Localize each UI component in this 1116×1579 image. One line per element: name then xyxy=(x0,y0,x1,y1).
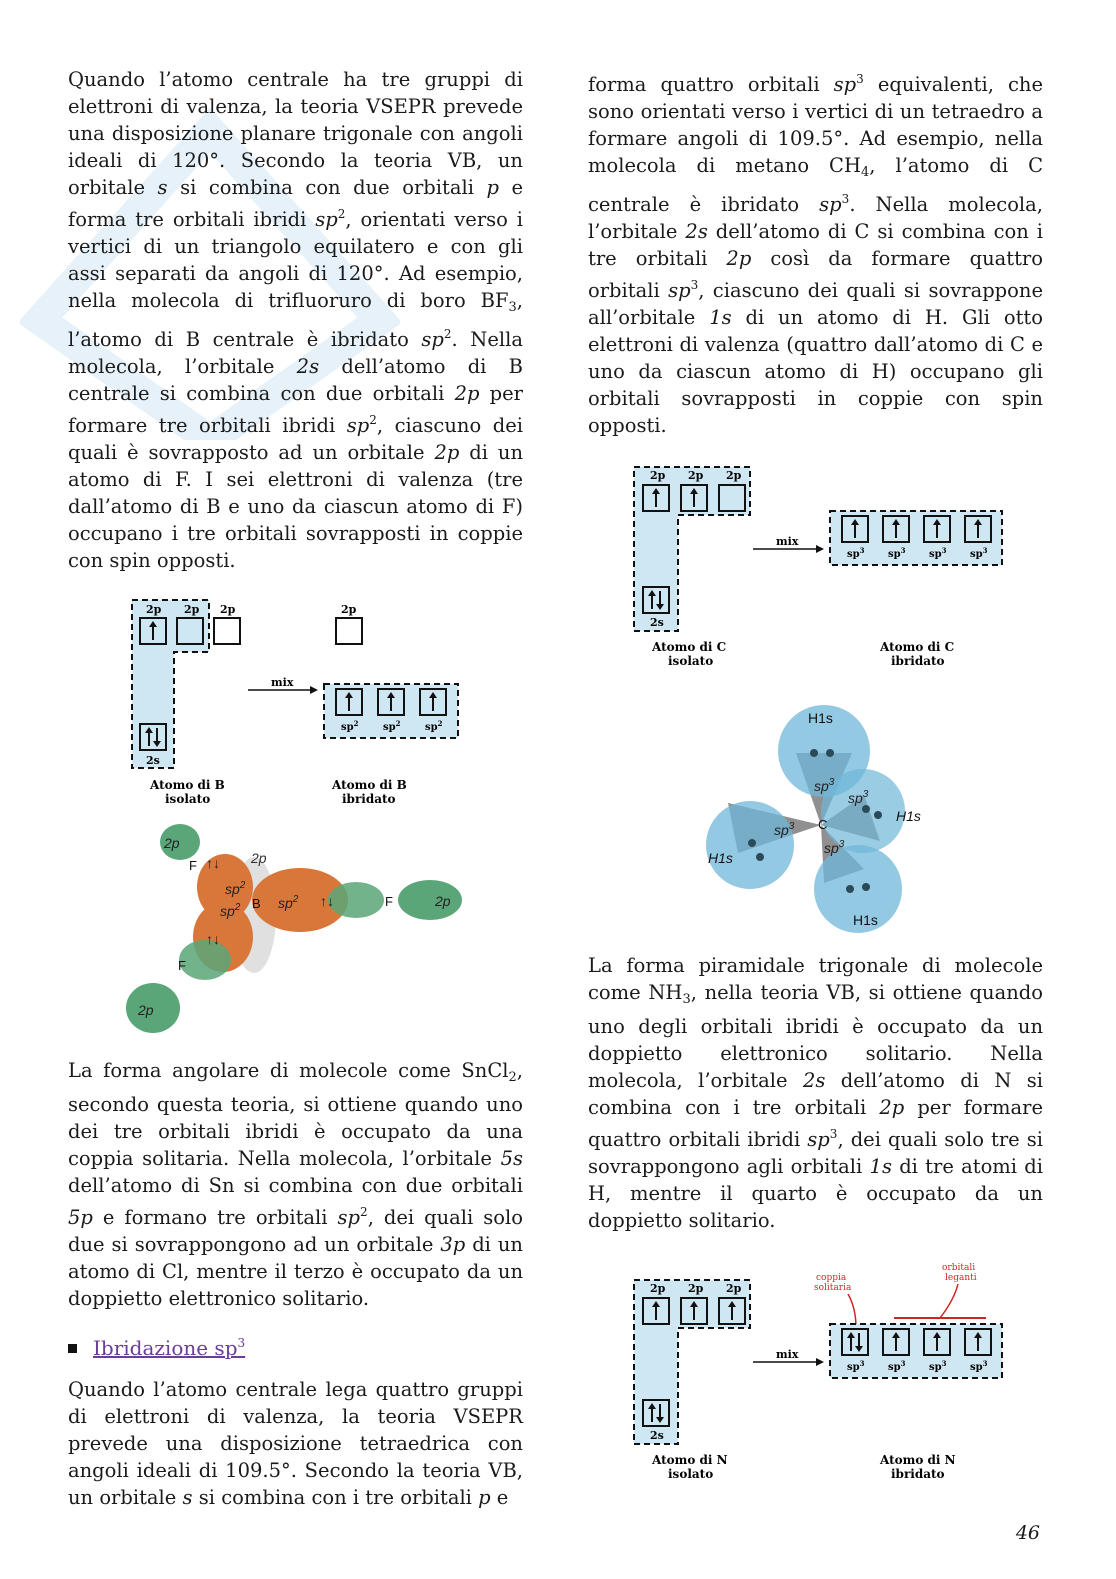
n-label-2p-3: 2p xyxy=(726,1282,742,1295)
svg-text:sp3: $sp^3$ xyxy=(970,1359,988,1373)
b-hybrid-label-2: ibridato xyxy=(342,792,396,806)
svg-text:sp3: $sp^3$ xyxy=(847,546,865,560)
svg-text:sp2: $sp^2$ xyxy=(383,719,401,733)
n-hybrid-label-1: Atomo di N xyxy=(880,1453,956,1467)
ch4-sp3-4: $sp^3$ xyxy=(824,839,845,856)
right-paragraph-2: La forma piramidale trigonale di molecole come $NH_3$, nella teoria VB, si ottiene quando uno degli orbitali ibridi è occupato da un doppietto elettronico solitario. Nella molecola, l’orbitale 2s dell’atomo di N si combina con i tre orbitali 2p per formare quattro orbitali ibridi $sp^3$, dei quali solo tre si sovrappongono agli orbitali 1s di tre atomi di H, mentre il quarto è occupato da un doppietto solitario. xyxy=(588,954,1044,1232)
bf3-2p-pz: 2p xyxy=(251,850,267,866)
c-label-2p-2: 2p xyxy=(688,469,704,482)
bf3-pair-2: ↑↓ xyxy=(320,893,334,909)
n-isolated-label-2: isolato xyxy=(668,1467,714,1481)
n-isolated-label-1: Atomo di N xyxy=(652,1453,728,1467)
ch4-orbital-illustration xyxy=(588,693,1043,938)
b-hybrid-label-1: Atomo di B xyxy=(332,778,407,792)
svg-text:sp2: $sp^2$ xyxy=(341,719,359,733)
b-isolated-label-2: isolato xyxy=(165,792,211,806)
svg-text:sp2: $sp^2$ xyxy=(425,719,443,733)
ch4-sp3-3: $sp^3$ xyxy=(848,789,869,806)
n-label-2p-1: 2p xyxy=(650,1282,666,1295)
bf3-sp2-2: $sp^2$ xyxy=(220,902,241,919)
n-mix-label: mix xyxy=(776,1348,799,1361)
bf3-sp2-1: $sp^2$ xyxy=(225,880,246,897)
c-hybrid-label-2: ibridato xyxy=(891,654,945,668)
bf3-2p-right: 2p xyxy=(435,893,451,909)
n-lone-pair-label-1: coppia xyxy=(816,1273,847,1283)
carbon-hybridization-diagram xyxy=(588,465,1043,685)
b-label-2p-2: 2p xyxy=(184,603,200,616)
c-hybrid-label-1: Atomo di C xyxy=(880,640,955,654)
b-label-2p-empty: 2p xyxy=(341,603,357,616)
right-paragraph-1: forma quattro orbitali $sp^3$ equivalenti, che sono orientati verso i vertici di un tetraedro a formare angoli di 109.5°. Ad esempio, nella molecola di metano $CH_4$, l’atomo di C centrale è ibridato $sp^3$. Nella molecola, l’orbitale 2s dell’atomo di C si combina con i tre orbitali 2p così da formare quattro orbitali $sp^3$, ciascuno dei quali si sovrappone all’orbitale 1s di un atomo di H. Gli otto elettroni di valenza (quattro dall’atomo di C e uno da ciascun atomo di H) occupano gli orbitali sovrapposti in coppie con spin opposti. xyxy=(588,72,1044,437)
left-paragraph-3: Quando l’atomo centrale lega quattro gruppi di elettroni di valenza, la teoria VSEPR prevede una disposizione tetraedrica con angoli ideali di 109.5°. Secondo la teoria VB, un orbitale s si combina con i tre orbitali p e xyxy=(68,1378,523,1509)
bf3-orbital-illustration xyxy=(68,820,523,1035)
nitrogen-hybridization-diagram xyxy=(588,1258,1043,1498)
c-label-2s: 2s xyxy=(650,616,664,629)
bf3-F-top: F xyxy=(189,858,197,873)
bullet-square xyxy=(68,1344,77,1353)
n-lone-pair-label-2: solitaria xyxy=(814,1283,852,1293)
bf3-F-right: F xyxy=(385,894,393,909)
svg-text:sp3: $sp^3$ xyxy=(929,546,947,560)
right-column xyxy=(588,66,1043,1498)
bf3-2p-top-left: 2p xyxy=(164,835,180,851)
ch4-C-atom: C xyxy=(818,817,828,832)
c-label-2p-1: 2p xyxy=(650,469,666,482)
boron-hybridization-diagram xyxy=(68,596,523,836)
ch4-H1s-top: H1s xyxy=(808,710,833,726)
bf3-2p-bottom: 2p xyxy=(138,1002,154,1018)
bf3-F-bottom: F xyxy=(178,958,186,973)
svg-text:sp3: $sp^3$ xyxy=(888,546,906,560)
left-paragraph-1: Quando l’atomo centrale ha tre gruppi di elettroni di valenza, la teoria VSEPR prevede una disposizione planare trigonale con angoli ideali di 120°. Secondo la teoria VB, un orbitale s si combina con due orbitali p e forma tre orbitali ibridi $sp^2$, orientati verso i vertici di un triangolo equilatero e con gli assi separati da angoli di 120°. Ad esempio, nella molecola di trifluoruro di boro $BF_3$, l’atomo di B centrale è ibridato $sp^2$. Nella molecola, l’orbitale 2s dell’atomo di B centrale si combina con due orbitali 2p per formare tre orbitali ibridi $sp^2$, ciascuno dei quali è sovrapposto ad un orbitale 2p di un atomo di F. I sei elettroni di valenza (tre dall’atomo di B e uno da ciascun atomo di F) occupano i tre orbitali sovrapposti in coppie con spin opposti. xyxy=(68,68,524,572)
b-label-2s: 2s xyxy=(146,754,160,767)
left-column xyxy=(68,66,523,1511)
svg-text:sp3: $sp^3$ xyxy=(888,1359,906,1373)
svg-text:sp3: $sp^3$ xyxy=(970,546,988,560)
n-hybrid-label-2: ibridato xyxy=(891,1467,945,1481)
section-heading-link[interactable]: Ibridazione $sp^3$ xyxy=(93,1336,246,1360)
bf3-pair-1: ↑↓ xyxy=(206,855,220,871)
b-label-2p-1: 2p xyxy=(146,603,162,616)
page-number: 46 xyxy=(1015,1522,1040,1544)
c-isolated-label-1: Atomo di C xyxy=(652,640,727,654)
svg-text:sp3: $sp^3$ xyxy=(929,1359,947,1373)
left-paragraph-2: La forma angolare di molecole come SnCl$_2$, secondo questa teoria, si ottiene quando uno dei tre orbitali ibridi è occupato da una coppia solitaria. Nella molecola, l’orbitale 5s dell’atomo di Sn si combina con due orbitali 5p e formano tre orbitali $sp^2$, dei quali solo due si sovrappongono ad un orbitale 3p di un atomo di Cl, mentre il terzo è occupato da un doppietto elettronico solitario. xyxy=(68,1059,524,1310)
ch4-H1s-bottom: H1s xyxy=(853,912,878,928)
c-mix-label: mix xyxy=(776,535,799,548)
bf3-B-atom: B xyxy=(252,896,261,911)
svg-text:sp3: $sp^3$ xyxy=(847,1359,865,1373)
n-bonding-label-1: orbitali xyxy=(942,1263,976,1273)
ch4-H1s-left: H1s xyxy=(708,850,733,866)
b-mix-label: mix xyxy=(271,676,294,689)
ch4-sp3-2: $sp^3$ xyxy=(774,821,795,838)
n-label-2s: 2s xyxy=(650,1429,664,1442)
n-label-2p-2: 2p xyxy=(688,1282,704,1295)
n-bonding-label-2: leganti xyxy=(945,1273,977,1283)
b-label-2p-3: 2p xyxy=(220,603,236,616)
c-isolated-label-2: isolato xyxy=(668,654,714,668)
section-heading xyxy=(68,1330,523,1362)
bf3-sp2-3: $sp^2$ xyxy=(278,894,299,911)
ch4-sp3-1: $sp^3$ xyxy=(814,777,835,794)
c-label-2p-3: 2p xyxy=(726,469,742,482)
bf3-pair-3: ↑↓ xyxy=(206,931,220,947)
ch4-H1s-right: H1s xyxy=(896,808,921,824)
b-isolated-label-1: Atomo di B xyxy=(150,778,225,792)
